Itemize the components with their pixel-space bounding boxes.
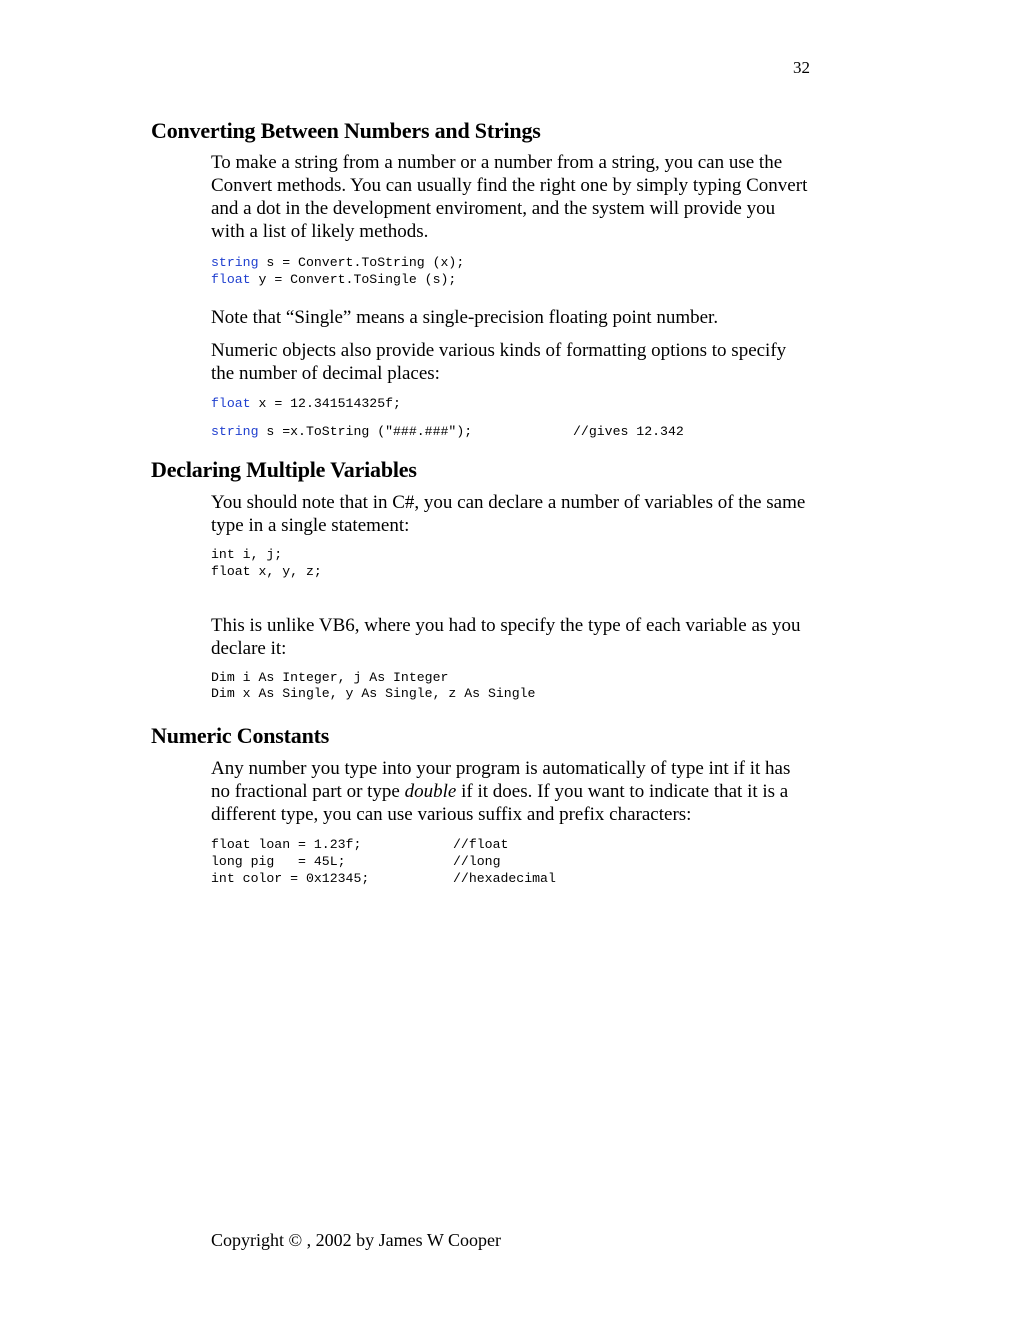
section-heading-declaring: Declaring Multiple Variables	[151, 457, 417, 482]
code-line-float-x: float x = 12.341514325f;	[211, 396, 401, 411]
code-line: float loan = 1.23f;	[211, 837, 362, 852]
code-block-constants	[211, 836, 369, 887]
code-line: float y = Convert.ToSingle (s);	[211, 272, 457, 287]
paragraph-declaring-intro: You should note that in C#, you can declare a number of variables of the same type in a single statement:	[211, 492, 806, 536]
paragraph-vb6: This is unlike VB6, where you had to specify the type of each variable as you declare it:	[211, 615, 801, 659]
code-line: int color = 0x12345;	[211, 871, 370, 886]
paragraph-numeric-constants: Any number you type into your program is automatically of type int if it has no fractional part or type double if it does. If you want to indicate that it is a different type, you can use various suffix and prefix characters:	[211, 758, 791, 825]
code-line: float x, y, z;	[211, 564, 322, 579]
code-block-declare	[211, 546, 322, 580]
code-comment: //float	[453, 837, 509, 852]
paragraph-formatting: Numeric objects also provide various kinds of formatting options to specify the number of decimal places:	[211, 340, 787, 384]
page-number: 32	[793, 58, 810, 77]
section-heading-converting: Converting Between Numbers and Strings	[151, 118, 541, 143]
code-block-convert	[211, 254, 464, 288]
code-block-vb6	[211, 670, 535, 702]
code-comment-gives: //gives 12.342	[573, 424, 684, 439]
code-block-constants-comments	[453, 836, 556, 887]
code-line: long pig = 45L;	[211, 854, 346, 869]
code-comment: //hexadecimal	[453, 871, 556, 886]
emphasis-double: double	[404, 781, 457, 802]
code-comment: //long	[453, 854, 501, 869]
code-line: Dim x As Single, y As Single, z As Single	[211, 686, 536, 701]
paragraph-convert-intro: To make a string from a number or a number from a string, you can use the Convert methods. You can usually find the right one by simply typing Convert and a dot in the development enviroment, and the system will provide you with a list of likely methods.	[211, 152, 808, 242]
paragraph-single-note: Note that “Single” means a single-precision floating point number.	[211, 307, 719, 328]
code-line: int i, j;	[211, 547, 283, 562]
code-line: Dim i As Integer, j As Integer	[211, 670, 449, 685]
code-line: string s = Convert.ToString (x);	[211, 255, 465, 270]
footer-copyright: Copyright © , 2002 by James W Cooper	[211, 1230, 501, 1250]
code-line-tostring: string s =x.ToString ("###.###");	[211, 424, 473, 439]
section-heading-numeric-constants: Numeric Constants	[151, 723, 330, 748]
